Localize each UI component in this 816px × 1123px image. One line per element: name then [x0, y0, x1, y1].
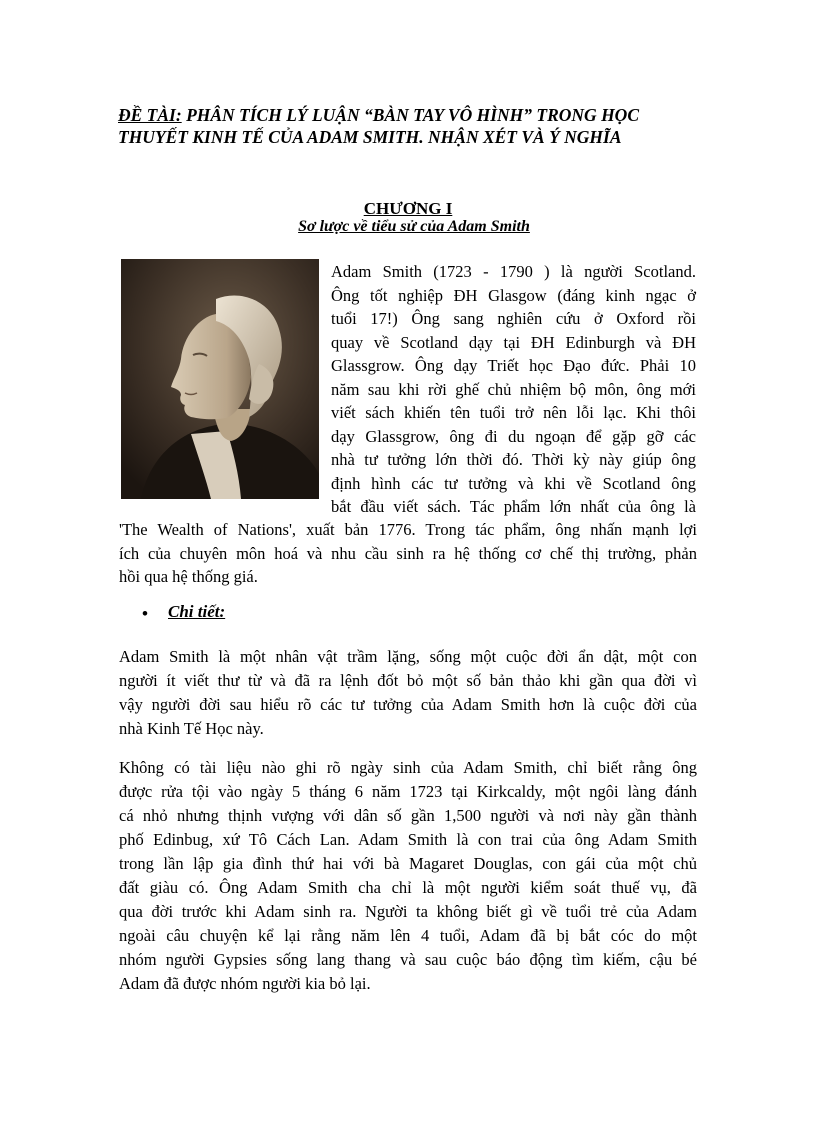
- text-line: năm sau khi rời ghế chủ nhiệm bộ môn, ông mới: [331, 379, 696, 399]
- text-line: nhà Kinh Tế Học này.: [119, 719, 264, 738]
- text-line: nhà tư tưởng lớn thời đó. Thời kỳ này giúp ông: [331, 450, 696, 469]
- text-line: quay về Scotland dạy tại ĐH Edinburgh và ĐH: [331, 332, 696, 352]
- text-line: cá nhỏ nhưng thịnh vượng với dân số gần 1,500 người và nơi này gần thành: [119, 806, 697, 825]
- document-title: [118, 104, 718, 148]
- chapter-subtitle: Sơ lược về tiểu sử của Adam Smith: [298, 218, 530, 235]
- title-line1: PHÂN TÍCH LÝ LUẬN “BÀN TAY VÔ HÌNH” TRONG HỌC: [181, 105, 639, 125]
- text-line: bắt đầu viết sách. Tác phẩm lớn nhất của ông là: [331, 497, 696, 516]
- bullet-icon: •: [142, 604, 148, 623]
- bio-side-text: [331, 260, 696, 519]
- text-line: tuổi 17!) Ông sang nghiên cứu ở Oxford rồi: [331, 309, 696, 328]
- text-line: 'The Wealth of Nations', xuất bản 1776. Trong tác phẩm, ông nhấn mạnh lợi: [119, 520, 697, 539]
- text-line: đất giàu có. Ông Adam Smith cha chỉ là một người kiểm soát thuế vụ, đã: [119, 878, 697, 897]
- text-line: qua đời trước khi Adam sinh ra. Người ta không biết gì về tuổi trẻ của Adam: [119, 902, 697, 921]
- text-line: Adam Smith là một nhân vật trầm lặng, sống một cuộc đời ẩn dật, một con: [119, 647, 697, 666]
- text-line: phố Edinbug, xứ Tô Cách Lan. Adam Smith là con trai của ông Adam Smith: [119, 830, 697, 849]
- text-line: định hình các tư tưởng và khi về Scotland ông: [331, 473, 696, 493]
- text-line: Không có tài liệu nào ghi rõ ngày sinh của Adam Smith, chỉ biết rằng ông: [119, 758, 697, 777]
- text-line: Adam Smith (1723 - 1790 ) là người Scotland.: [331, 262, 696, 281]
- text-line: Glassgrow. Ông dạy Triết học Đạo đức. Phải 10: [331, 356, 696, 375]
- text-line: nhóm người Gypsies sống lang thang và sau cuộc báo động tìm kiếm, cậu bé: [119, 950, 697, 969]
- bullet-label: Chi tiết:: [168, 602, 226, 621]
- text-line: ích của chuyên môn hoá và nhu cầu sinh ra hệ thống cơ chế thị trường, phản: [119, 543, 697, 563]
- portrait-icon: [121, 259, 319, 499]
- text-line: trong lần lập gia đình thứ hai với bà Magaret Douglas, con gái của một chủ: [119, 854, 697, 873]
- text-line: Ông tốt nghiệp ĐH Glasgow (đáng kinh ngạc ở: [331, 285, 696, 305]
- chapter-number: CHƯƠNG I: [363, 199, 453, 218]
- text-line: viết sách khiến tên tuổi trở nên lỗi lạc. Khi thôi: [331, 403, 696, 422]
- text-line: được rửa tội vào ngày 5 tháng 6 năm 1723 tại Kirkcaldy, một ngôi làng đánh: [119, 782, 697, 801]
- paragraph-2: [119, 756, 697, 996]
- text-line: ngoài câu chuyện kể lại rằng năm lên 4 tuổi, Adam đã bị bắt cóc do một: [119, 926, 697, 945]
- text-line: vậy người đời sau hiểu rõ các tư tưởng của Adam Smith hơn là cuộc đời của: [119, 695, 697, 714]
- text-line: dạy Glassgrow, ông đi du ngoạn để gặp gỡ các: [331, 426, 696, 446]
- text-line: người ít viết thư từ và đã ra lệnh đốt bỏ một số bản thảo khi gần qua đời vì: [119, 671, 697, 690]
- title-prefix: ĐỀ TÀI:: [118, 105, 182, 125]
- title-line2: THUYẾT KINH TẾ CỦA ADAM SMITH. NHẬN XÉT VÀ Ý NGHĨA: [118, 127, 622, 147]
- portrait-image: [121, 259, 319, 499]
- bio-full-text: [119, 518, 697, 589]
- text-line: Adam đã được nhóm người kia bỏ lại.: [119, 974, 371, 993]
- text-line: hồi qua hệ thống giá.: [119, 567, 258, 586]
- paragraph-1: [119, 645, 697, 741]
